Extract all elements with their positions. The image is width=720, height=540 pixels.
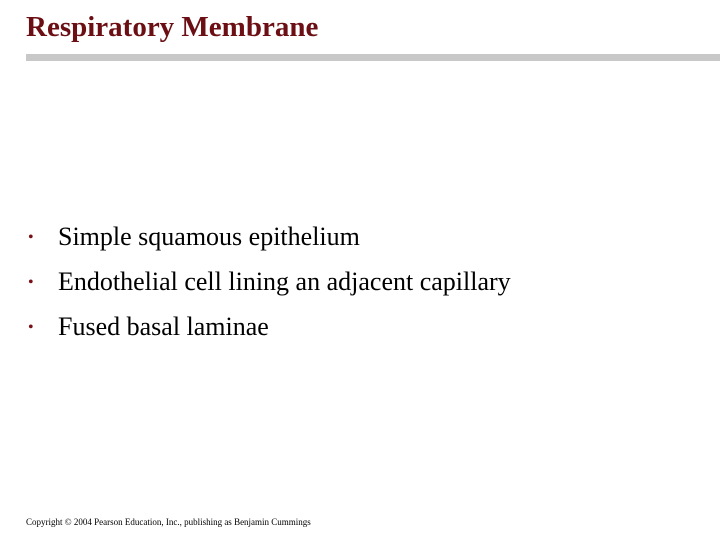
slide-title: Respiratory Membrane — [26, 11, 319, 43]
title-divider — [26, 54, 720, 61]
bullet-text: Simple squamous epithelium — [58, 222, 360, 251]
bullet-marker: • — [28, 229, 34, 246]
bullet-item — [28, 267, 511, 312]
bullet-item — [28, 312, 511, 357]
copyright-notice: Copyright © 2004 Pearson Education, Inc., publishing as Benjamin Cummings — [26, 517, 311, 527]
bullet-list — [28, 222, 511, 357]
bullet-item — [28, 222, 511, 267]
bullet-text: Fused basal laminae — [58, 312, 269, 341]
bullet-text: Endothelial cell lining an adjacent capillary — [58, 267, 511, 296]
bullet-marker: • — [28, 319, 34, 336]
bullet-marker: • — [28, 274, 34, 291]
